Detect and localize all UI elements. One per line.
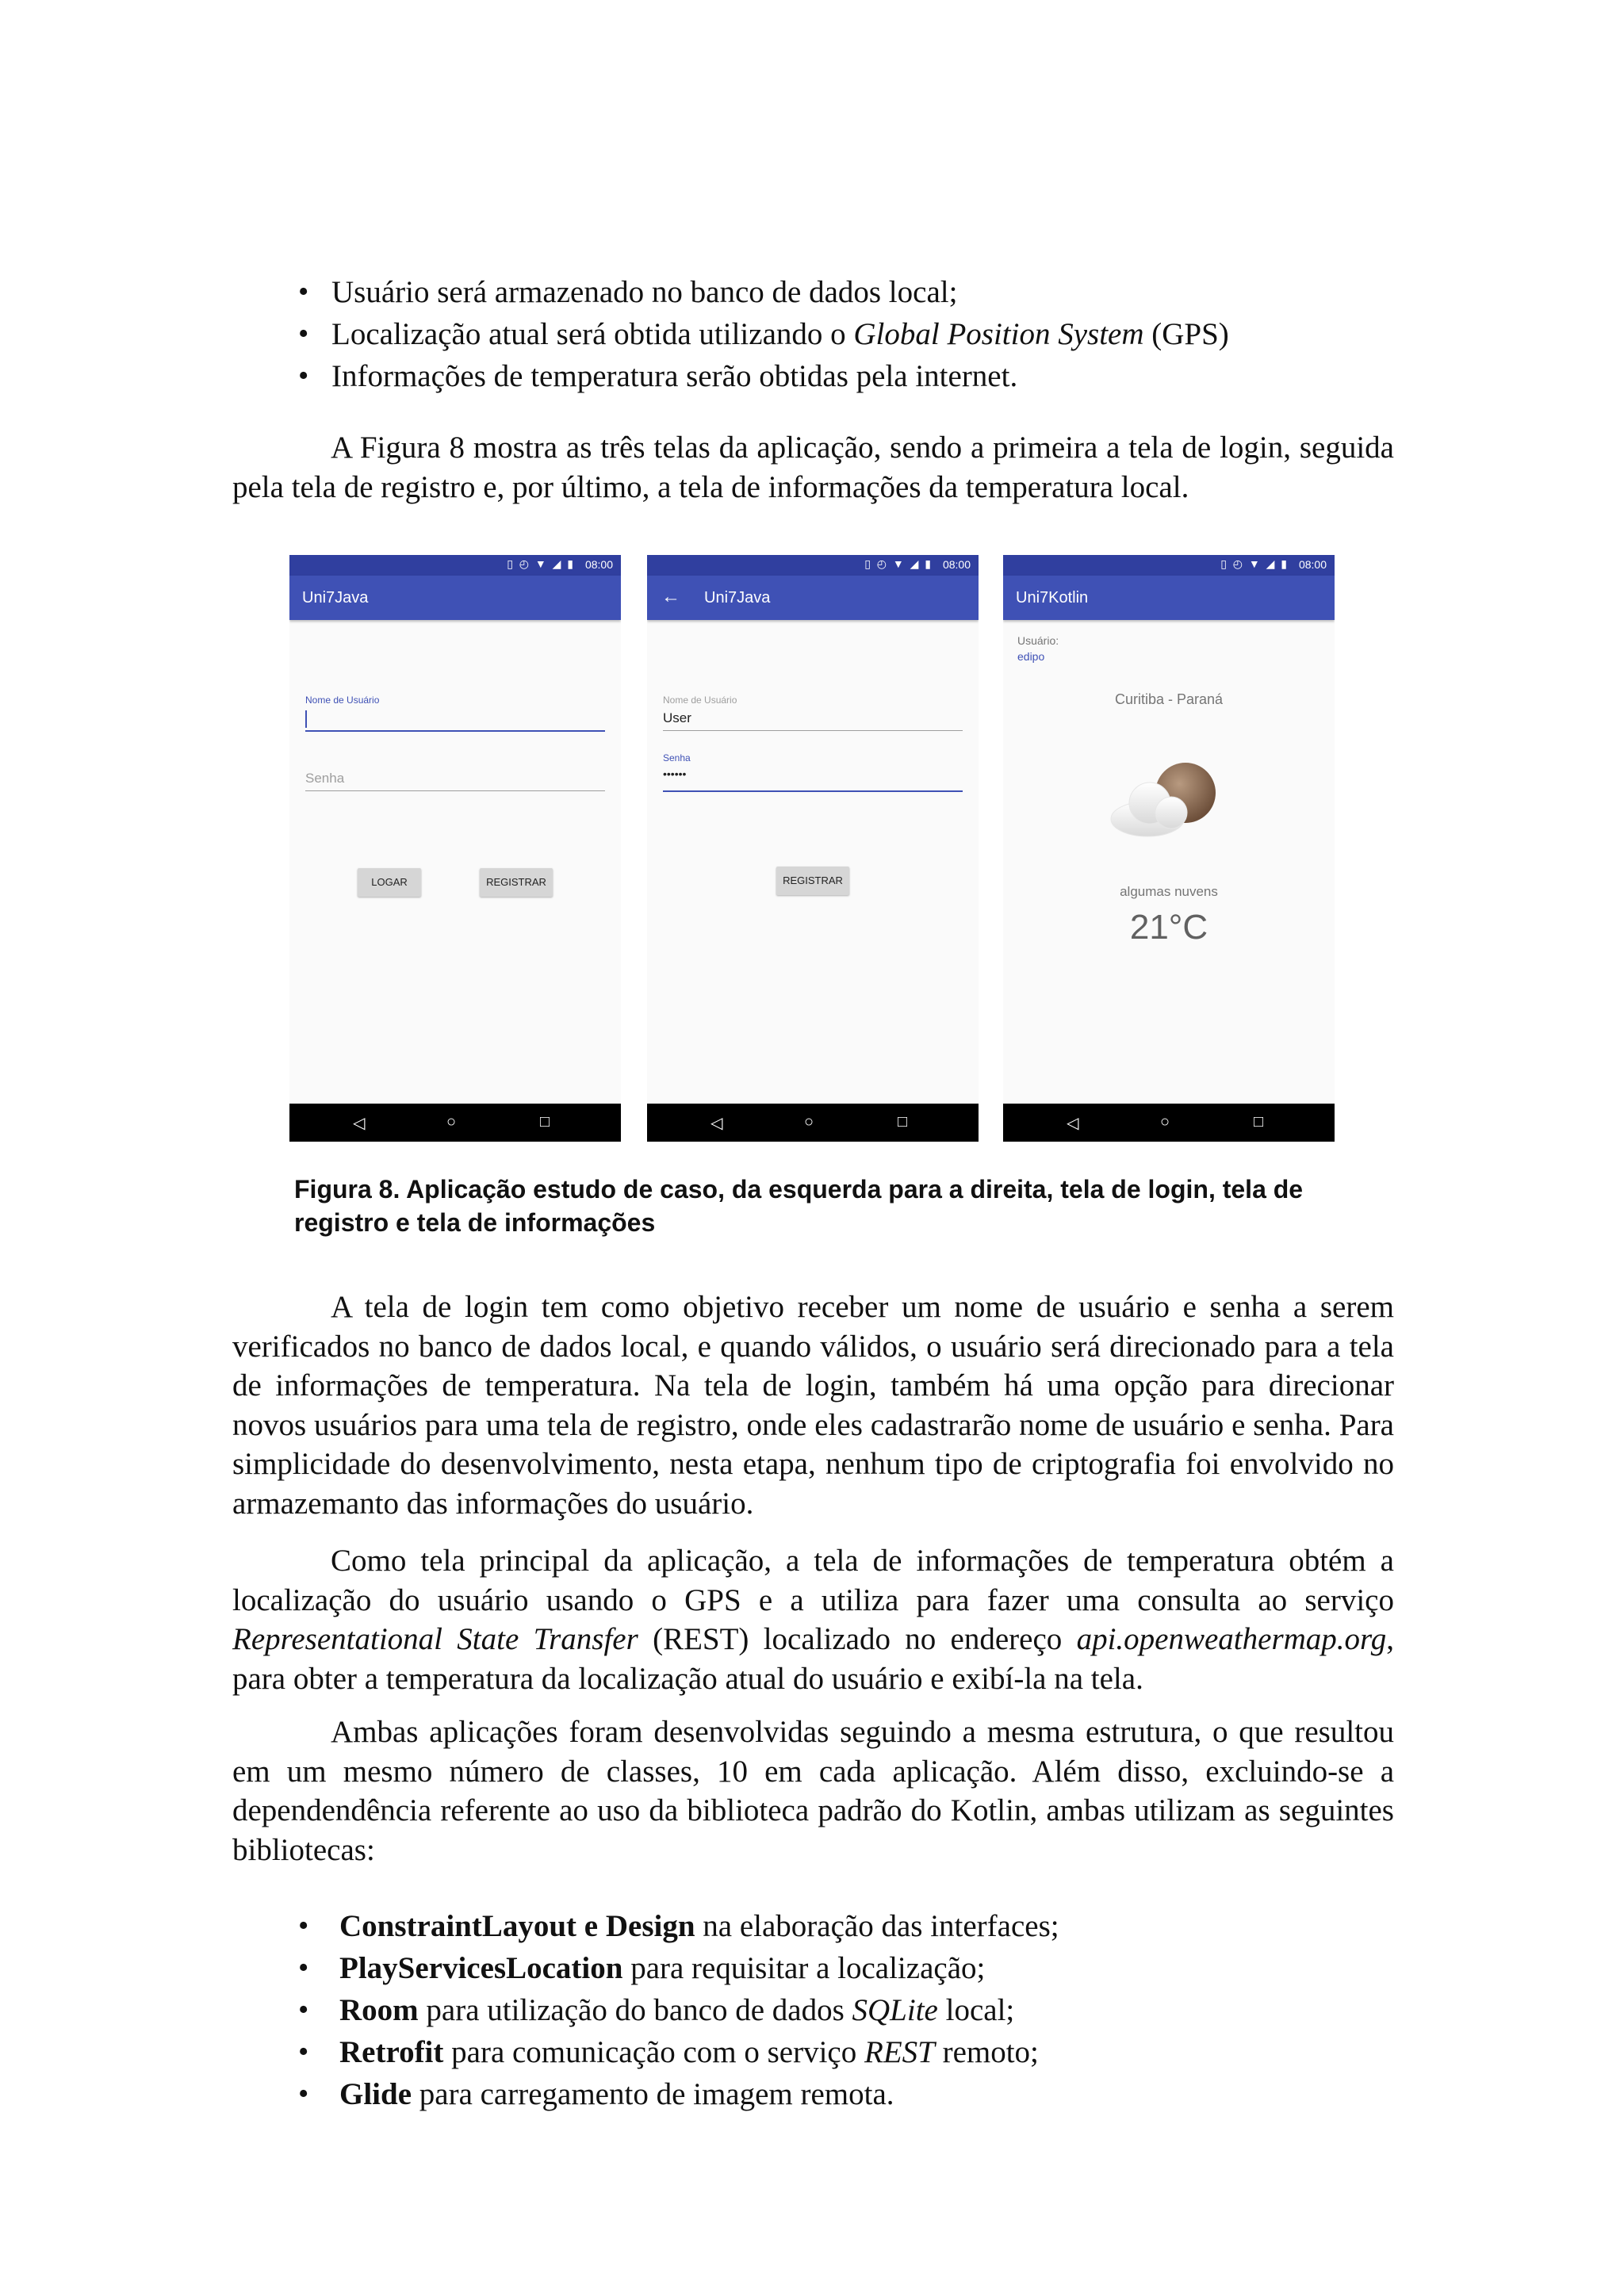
navigation-bar (1003, 1104, 1335, 1142)
register-button[interactable]: REGISTRAR (776, 867, 849, 895)
library-name: PlayServicesLocation (339, 1951, 623, 1985)
list-item-text: para comunicação com o serviço (451, 2035, 857, 2069)
temperature: 21°C (1129, 908, 1208, 947)
status-icons: ▯ ◴ ▼ ◢ ▮ (864, 557, 933, 570)
list-item (300, 271, 1229, 313)
app-title: Uni7Java (704, 589, 771, 607)
password-field[interactable]: •••••• (663, 767, 687, 780)
intro-paragraph (232, 428, 1394, 507)
login-screen (289, 555, 621, 1142)
status-time: 08:00 (942, 558, 971, 571)
paragraph-text: A Figura 8 mostra as três telas da aplicação, sendo a primeira a tela de login, seguida pela tela de registro e, por último, a tela de informações da temperatura local. (232, 430, 1394, 504)
password-underline (663, 790, 963, 792)
library-name: Glide (339, 2077, 412, 2111)
password-underline (305, 790, 605, 791)
info-screen (1003, 555, 1335, 1142)
paragraph-text: (REST) localizado no endereço (653, 1622, 1063, 1656)
app-bar (1003, 576, 1335, 620)
list-item-text: remoto; (942, 2035, 1039, 2069)
url-text: api.openweathermap.org (1076, 1622, 1387, 1656)
app-bar (289, 576, 621, 620)
list-item (300, 1905, 1059, 1947)
cloud-with-moon-icon (1106, 757, 1225, 844)
text-caret (305, 710, 307, 728)
recents-icon[interactable]: □ (1254, 1113, 1264, 1131)
navigation-bar (289, 1104, 621, 1142)
paragraph-text: Ambas aplicações foram desenvolvidas seguindo a mesma estrutura, o que resultou em um mesmo número de classes, 10 em cada aplicação. Além disso, excluindo-se a dependendência referente ao uso da biblioteca padrão do Kotlin, ambas utilizam as seguintes bibliotecas: (232, 1715, 1394, 1867)
status-icons: ▯ ◴ ▼ ◢ ▮ (507, 557, 575, 570)
paragraph-text: A tela de login tem como objetivo receber um nome de usuário e senha a serem verificados no banco de dados local, e quando válidos, o usuário será direcionado para a tela de informações de temperatura. Na tela de login, também há uma opção para direcionar novos usuários para uma tela de registro, onde eles cadastrarão nome de usuário e senha. Para simplicidade do desenvolvimento, nesta etapa, nenhum tipo de criptografia foi envolvido no armazemanto das informações do usuário. (232, 1290, 1394, 1521)
status-bar (289, 555, 621, 576)
register-button[interactable]: REGISTRAR (480, 868, 553, 897)
list-item-text: Localização atual será obtida utilizando o (331, 317, 846, 351)
register-screen (647, 555, 979, 1142)
list-item (300, 313, 1229, 355)
figure-caption: Figura 8. Aplicação estudo de caso, da esquerda para a direita, tela de login, tela de registro e tela de informações (294, 1175, 1304, 1237)
user-value: edipo (1017, 650, 1045, 663)
libraries-list (300, 1905, 1059, 2115)
list-item-text: Usuário será armazenado no banco de dados local; (331, 275, 958, 309)
paragraph-text: Como tela principal da aplicação, a tela de informações de temperatura obtém a localização do usuário usando o GPS e a utiliza para fazer uma consulta ao serviço (232, 1544, 1394, 1617)
weather-description: algumas nuvens (1120, 884, 1218, 899)
back-icon[interactable]: ◁ (353, 1115, 366, 1132)
library-name: Retrofit (339, 2035, 444, 2069)
list-item (300, 355, 1229, 397)
list-item-text: (GPS) (1151, 317, 1229, 351)
status-icons: ▯ ◴ ▼ ◢ ▮ (1220, 557, 1289, 570)
status-bar (647, 555, 979, 576)
list-item-text: local; (945, 1993, 1015, 2027)
paragraph-login (232, 1288, 1394, 1523)
italic-term: SQLite (852, 1993, 938, 2027)
library-name: Room (339, 1993, 419, 2027)
city-label: Curitiba - Paraná (1114, 691, 1224, 707)
login-button[interactable]: LOGAR (358, 868, 421, 897)
list-item (300, 1947, 1059, 1989)
navigation-bar (647, 1104, 979, 1142)
password-label: Senha (663, 752, 691, 763)
list-item-text: na elaboração das interfaces; (703, 1909, 1059, 1943)
figure-screenshots (289, 555, 1335, 1142)
list-item (300, 1989, 1059, 2031)
password-field[interactable]: Senha (305, 771, 345, 786)
list-item-text: Informações de temperatura serão obtidas pela internet. (331, 359, 1018, 393)
back-icon[interactable]: ◁ (1067, 1115, 1079, 1132)
list-item (300, 2073, 1059, 2115)
home-icon[interactable]: ○ (804, 1113, 814, 1131)
username-field[interactable]: User (663, 710, 691, 725)
italic-term: Representational State Transfer (232, 1622, 638, 1656)
recents-icon[interactable]: □ (898, 1113, 908, 1131)
list-item (300, 2031, 1059, 2073)
paragraph-libraries-intro (232, 1712, 1394, 1869)
username-label: Nome de Usuário (663, 695, 737, 706)
list-item-text: para utilização do banco de dados (426, 1993, 845, 2027)
user-label: Usuário: (1017, 634, 1059, 647)
list-item-text: para requisitar a localização; (630, 1951, 986, 1985)
username-field[interactable] (305, 730, 605, 732)
back-arrow-icon[interactable]: ← (661, 586, 680, 607)
home-icon[interactable]: ○ (446, 1113, 457, 1131)
requirements-list (300, 271, 1229, 397)
status-time: 08:00 (584, 558, 613, 571)
back-icon[interactable]: ◁ (710, 1115, 723, 1132)
app-title: Uni7Java (302, 589, 369, 607)
status-time: 08:00 (1298, 558, 1327, 571)
home-icon[interactable]: ○ (1160, 1113, 1170, 1131)
list-item-text: para carregamento de imagem remota. (419, 2077, 894, 2111)
app-title: Uni7Kotlin (1016, 589, 1089, 607)
username-underline (663, 730, 963, 731)
paragraph-text: , para obter a temperatura da localização atual do usuário e exibí-la na tela. (232, 1622, 1395, 1696)
status-bar (1003, 555, 1335, 576)
username-label: Nome de Usuário (305, 695, 380, 706)
italic-term: Global Position System (853, 317, 1144, 351)
paragraph-main-screen (232, 1541, 1394, 1698)
recents-icon[interactable]: □ (540, 1113, 550, 1131)
library-name: ConstraintLayout e Design (339, 1909, 695, 1943)
italic-term: REST (864, 2035, 935, 2069)
app-bar (647, 576, 979, 620)
